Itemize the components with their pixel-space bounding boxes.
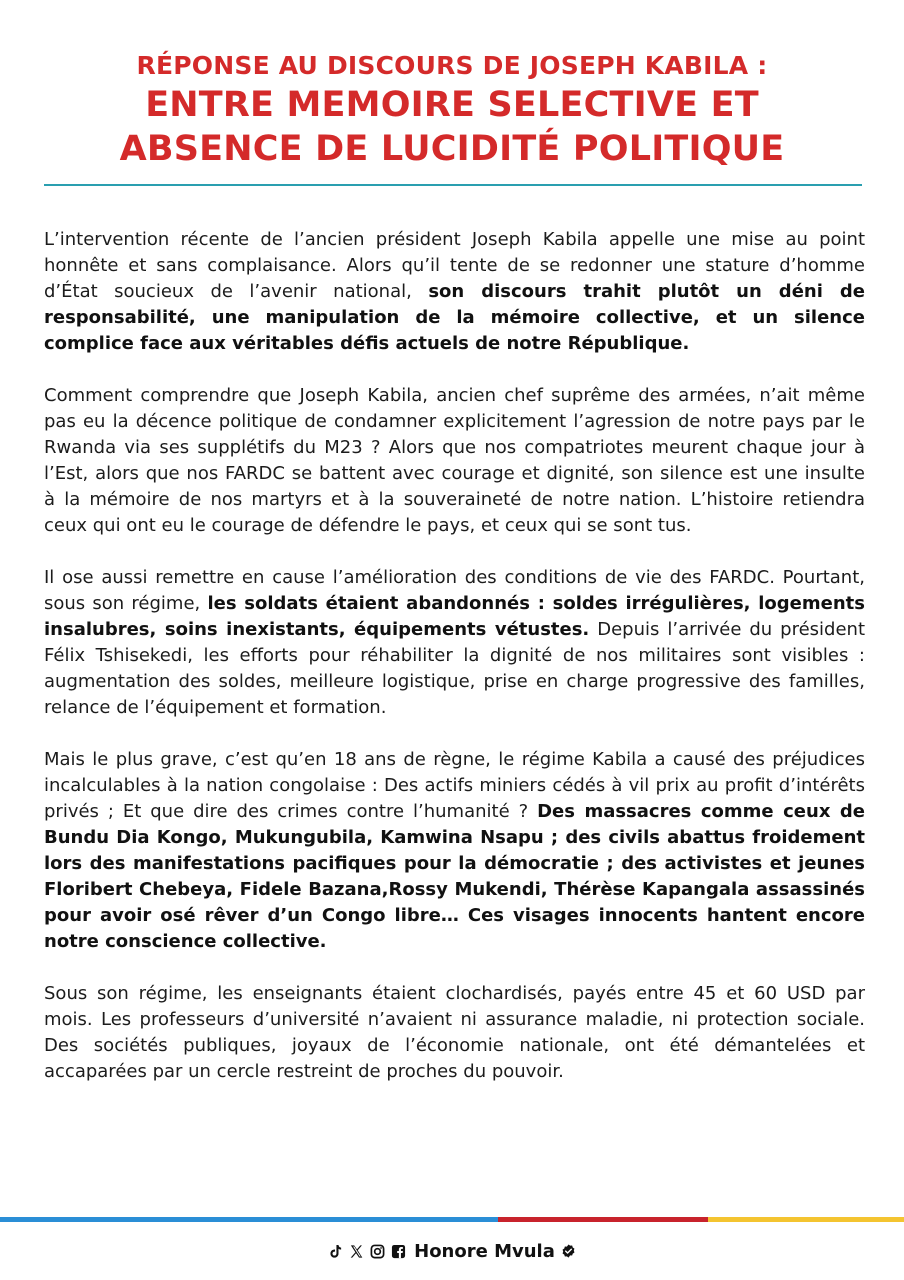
headline-line-2: ABSENCE DE LUCIDITÉ POLITIQUE [119, 129, 785, 169]
facebook-icon[interactable] [391, 1244, 406, 1259]
paragraph-2-text: Comment comprendre que Joseph Kabila, ancien chef suprême des armées, n’ait même pas eu la décence politique de condamner explicitement l’agression de notre pays par le Rwanda via ses supplétifs du M23 ? Alors que nos compatriotes meurent chaque jour à l’Est, alors que nos FARDC se battent avec courage et dignité, son silence est une insulte à la mémoire de nos martyrs et à la souveraineté de notre nation. L’histoire retiendra ceux qui ont eu le courage de défendre le pays, et ceux qui se sont tus. [44, 385, 865, 536]
flag-stripe-red [498, 1217, 708, 1222]
paragraph-3-bold: les soldats étaient abandonnés : soldes irrégulières, logements insalubres, soins inexistants, équipements vétustes. [44, 593, 865, 640]
x-icon[interactable] [349, 1244, 364, 1259]
header-divider [44, 184, 862, 186]
paragraph-1-bold: son discours trahit plutôt un déni de responsabilité, une manipulation de la mémoire collective, et un silence complice face aux véritables défis actuels de notre République. [44, 281, 865, 354]
paragraph-3-text: Il ose aussi remettre en cause l’amélioration des conditions de vie des FARDC. Pourtant, sous son régime, [44, 567, 865, 614]
paragraph-2 [44, 383, 865, 539]
paragraph-1-text: L’intervention récente de l’ancien président Joseph Kabila appelle une mise au point honnête et sans complaisance. Alors qu’il tente de se redonner une stature d’homme d’État soucieux de l’avenir national, [44, 229, 865, 302]
paragraph-4-bold: Des massacres comme ceux de Bundu Dia Kongo, Mukungubila, Kamwina Nsapu ; des civils abattus froidement lors des manifestations pacifiques pour la démocratie ; des activistes et jeunes Floribert Chebeya, Fidele Bazana,Rossy Mukendi, Thérèse Kapangala assassinés pour avoir osé rêver d’un Congo libre… Ces visages innocents hantent encore notre conscience collective. [44, 801, 866, 952]
paragraph-4-text: Mais le plus grave, c’est qu’en 18 ans de règne, le régime Kabila a causé des préjudices incalculables à la nation congolaise : Des actifs miniers cédés à vil prix au profit d’intérêts privés ; Et que dire des crimes contre l’humanité ? [44, 749, 865, 822]
paragraph-3 [44, 565, 865, 721]
paragraph-5-text: Sous son régime, les enseignants étaient clochardisés, payés entre 45 et 60 USD par mois. Les professeurs d’université n’avaient ni assurance maladie, ni protection sociale. Des sociétés publiques, joyaux de l’économie nationale, ont été démantelées et accaparées par un cercle restreint de proches du pouvoir. [44, 983, 865, 1082]
paragraph-3-text-end: Depuis l’arrivée du président Félix Tshisekedi, les efforts pour réhabiliter la dignité de nos militaires sont visibles : augmentation des soldes, meilleure logistique, prise en charge progressive des familles, relance de l’équipement et formation. [44, 619, 865, 718]
instagram-icon[interactable] [370, 1244, 385, 1259]
author-name: Honore Mvula [414, 1240, 555, 1262]
header [0, 50, 904, 170]
headline-line-1: ENTRE MEMOIRE SELECTIVE ET [145, 85, 759, 125]
paragraph-1 [44, 227, 865, 357]
paragraph-5 [44, 981, 865, 1085]
flag-stripe-blue [0, 1217, 498, 1222]
verified-badge-icon [561, 1244, 576, 1259]
tiktok-icon[interactable] [328, 1244, 343, 1259]
kicker-title: RÉPONSE AU DISCOURS DE JOSEPH KABILA : [136, 51, 768, 80]
paragraph-4 [44, 747, 865, 955]
flag-stripe-yellow [708, 1217, 904, 1222]
article-body [44, 227, 865, 1111]
footer-signature [0, 1236, 904, 1266]
